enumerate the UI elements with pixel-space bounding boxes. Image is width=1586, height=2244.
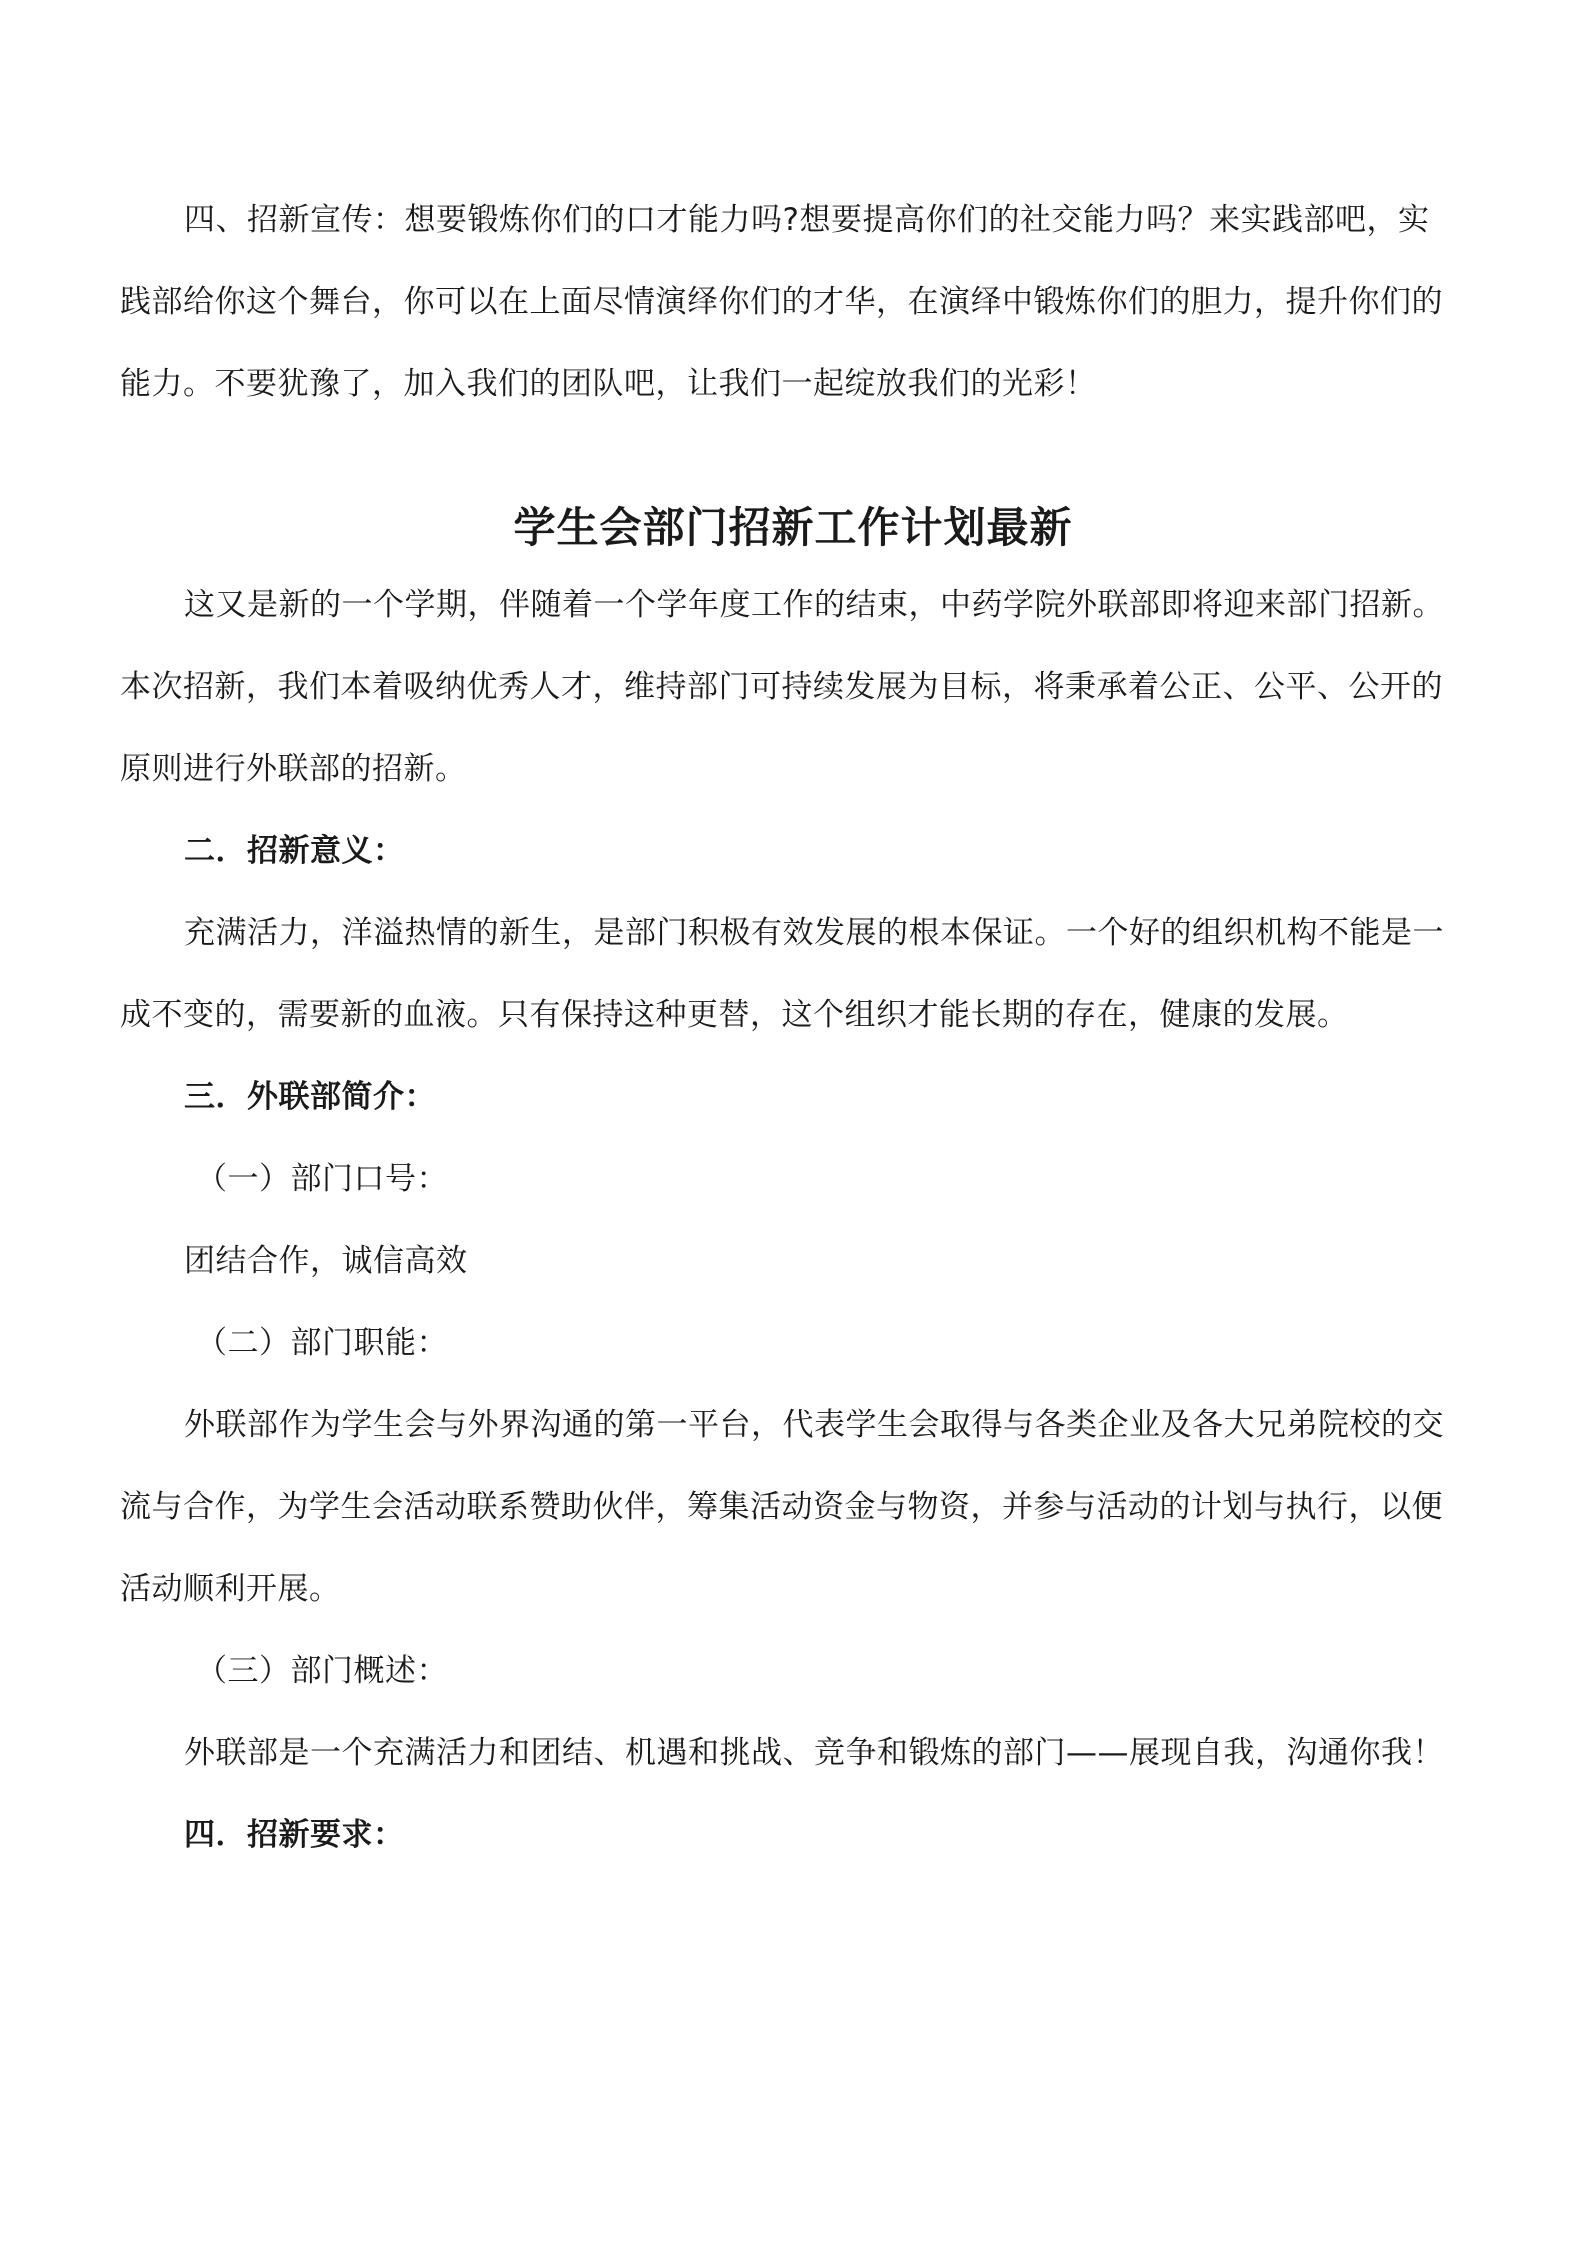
sub3-text: 外联部是一个充满活力和团结、机遇和挑战、竞争和锻炼的部门——展现自我，沟通你我！: [184, 1735, 1444, 1771]
sub3-heading: （三）部门概述：: [196, 1653, 448, 1689]
sec2-line-1: 充满活力，洋溢热情的新生，是部门积极有效发展的根本保证。一个好的组织机构不能是一: [184, 915, 1444, 951]
intro-line-2: 本次招新，我们本着吸纳优秀人才，维持部门可持续发展为目标，将秉承着公正、公平、公开的: [120, 669, 1443, 705]
sub2-line-2: 流与合作，为学生会活动联系赞助伙伴，筹集活动资金与物资，并参与活动的计划与执行，以便: [120, 1489, 1443, 1525]
sub2-heading: （二）部门职能：: [196, 1325, 448, 1361]
sec3-heading: 三．外联部简介：: [184, 1079, 436, 1115]
sec4-heading: 四．招新要求：: [184, 1817, 405, 1853]
sub2-line-3: 活动顺利开展。: [120, 1571, 341, 1607]
sec2-line-2: 成不变的，需要新的血液。只有保持这种更替，这个组织才能长期的存在，健康的发展。: [120, 997, 1349, 1033]
sub1-heading: （一）部门口号：: [196, 1161, 448, 1197]
sub2-line-1: 外联部作为学生会与外界沟通的第一平台，代表学生会取得与各类企业及各大兄弟院校的交: [184, 1407, 1444, 1443]
prev-p4-line-2: 践部给你这个舞台，你可以在上面尽情演绎你们的才华，在演绎中锻炼你们的胆力，提升你们的: [120, 284, 1443, 320]
sec2-heading: 二．招新意义：: [184, 833, 405, 869]
document-title: 学生会部门招新工作计划最新: [513, 503, 1073, 552]
intro-line-3: 原则进行外联部的招新。: [120, 751, 467, 787]
sub1-text: 团结合作，诚信高效: [184, 1243, 468, 1279]
intro-line-1: 这又是新的一个学期，伴随着一个学年度工作的结束，中药学院外联部即将迎来部门招新。: [184, 587, 1444, 623]
prev-p4-line-3: 能力。不要犹豫了，加入我们的团队吧，让我们一起绽放我们的光彩！: [120, 366, 1097, 402]
prev-p4-line-1: 四、招新宣传：想要锻炼你们的口才能力吗?想要提高你们的社交能力吗？来实践部吧，实: [184, 202, 1430, 238]
